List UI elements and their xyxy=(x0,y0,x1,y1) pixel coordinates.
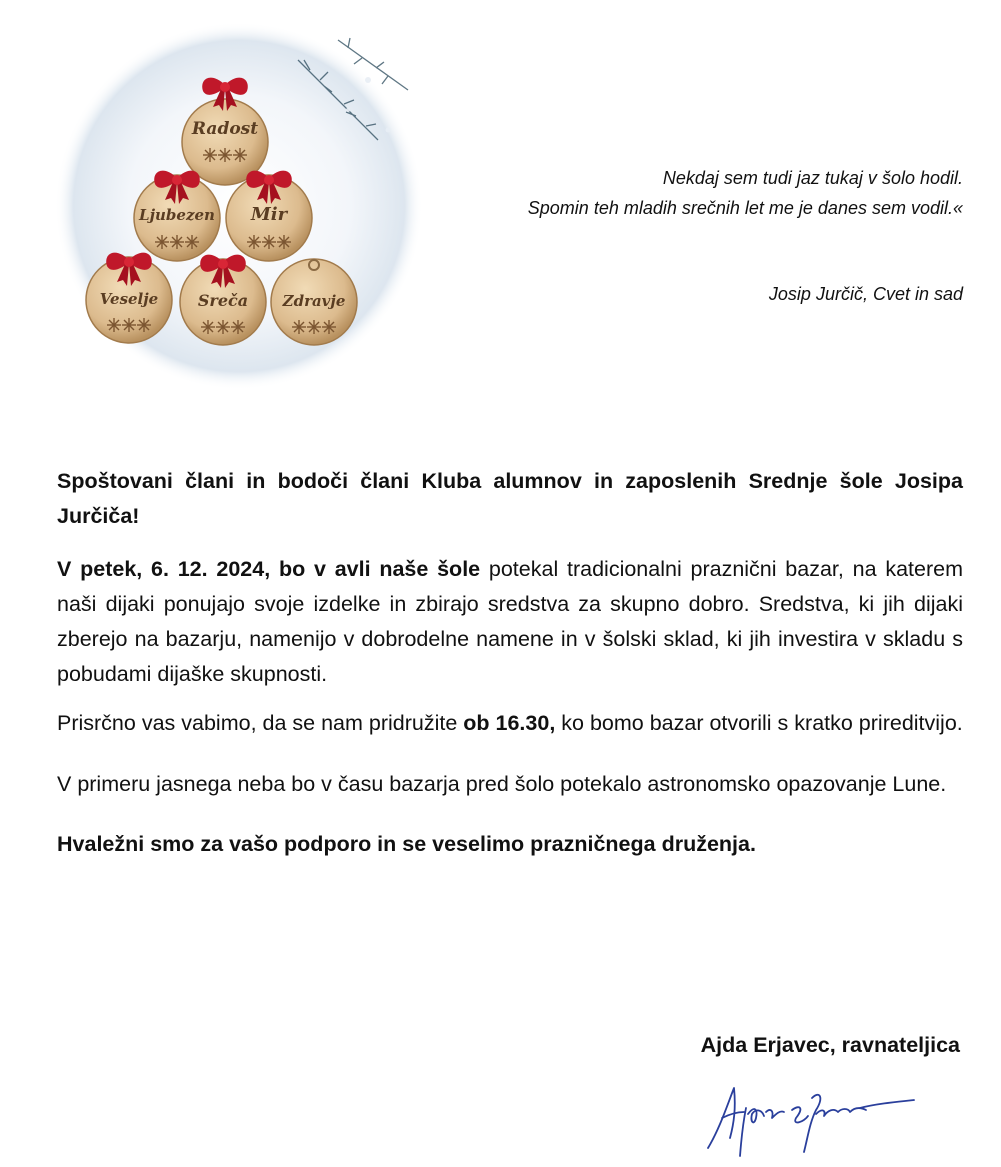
ornament-label-mir: Mir xyxy=(250,204,288,225)
ornament-label-radost: Radost xyxy=(191,119,259,139)
invitation-start-text: Prisrčno vas vabimo, da se nam pridružite xyxy=(57,711,464,735)
ornament-label-zdravje: Zdravje xyxy=(282,292,346,310)
signatory-name: Ajda Erjavec, ravnateljica xyxy=(700,1033,960,1057)
ornament-label-veselje: Veselje xyxy=(99,290,159,308)
letter-thanks: Hvaležni smo za vašo podporo in se veselimo prazničnega druženja. xyxy=(57,832,756,856)
quote-author: Josip Jurčič, Cvet in sad xyxy=(768,284,963,304)
invitation-time-text: ob 16.30, xyxy=(463,711,556,735)
ornament-zdravje xyxy=(271,259,357,345)
invitation-rest-text: ko bomo bazar otvorili s kratko prireditvijo. xyxy=(555,711,963,735)
letter-body xyxy=(57,464,963,862)
bazaar-description-text: potekal tradicionalni praznični bazar, na katerem naši dijaki ponujajo svoje izdelke in zbirajo sredstva za skupno dobro. Sredstva, ki jih dijaki zberejo na bazarju, namenijo v dobrodelne namene in v šolski sklad, ki jih investira v skladu s pobudami dijaške skupnosti. xyxy=(57,557,963,686)
ornament-label-sreca: Sreča xyxy=(197,291,249,310)
bazaar-date-text: V petek, 6. 12. 2024, bo v avli naše šole xyxy=(57,557,481,581)
paragraph-astronomy: V primeru jasnega neba bo v času bazarja pred šolo potekalo astronomsko opazovanje Lune. xyxy=(57,772,947,796)
quote-block xyxy=(443,163,963,309)
paragraph-bazaar xyxy=(57,552,963,692)
paragraph-invitation xyxy=(57,706,963,741)
letter-greeting: Spoštovani člani in bodoči člani Kluba alumnov in zaposlenih Srednje šole Josipa Jurčiča! xyxy=(57,469,963,528)
ornament-label-ljubezen: Ljubezen xyxy=(139,206,215,224)
quote-line-2: Spomin teh mladih srečnih let me je danes sem vodil.« xyxy=(527,198,963,218)
christmas-ornaments-image xyxy=(48,20,430,392)
quote-line-1: Nekdaj sem tudi jaz tukaj v šolo hodil. xyxy=(662,168,963,188)
handwritten-signature xyxy=(700,1078,920,1158)
